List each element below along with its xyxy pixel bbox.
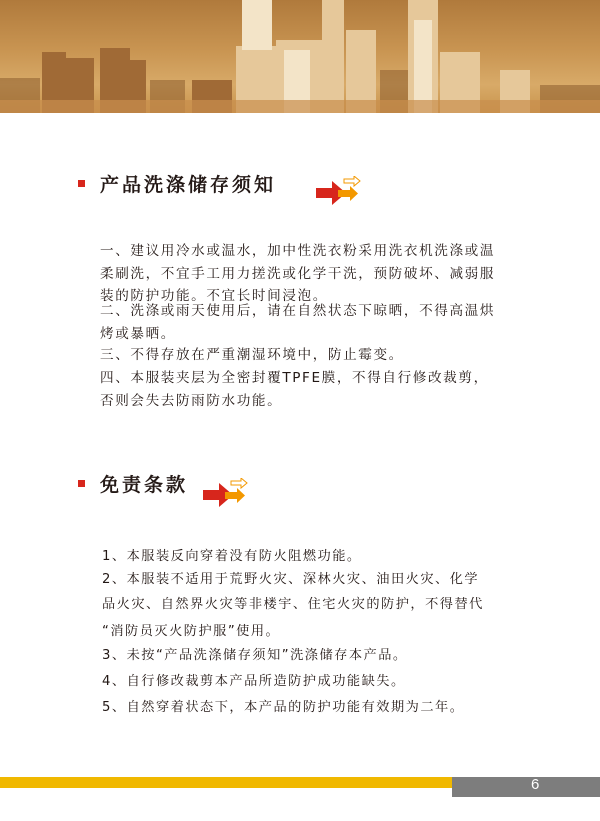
instruction-paragraph: 三、不得存放在严重潮湿环境中，防止霉变。: [100, 347, 404, 363]
section-heading: [78, 470, 188, 497]
footer-accent-bar: [0, 777, 452, 788]
city-skyline-banner: [0, 0, 600, 113]
square-bullet-icon: [78, 180, 85, 187]
instruction-paragraph: 二、洗涤或雨天使用后，请在自然状态下晾晒，不得高温烘烤或暴晒。: [100, 303, 496, 342]
city-skyline-image: [0, 0, 600, 113]
disclaimer-line: 3、未按“产品洗涤储存须知”洗涤储存本产品。: [102, 648, 408, 663]
disclaimer-line: “消防员灭火防护服”使用。: [102, 624, 281, 639]
disclaimer-line: 1、本服装反向穿着没有防火阻燃功能。: [102, 549, 362, 564]
disclaimer-line: 品火灾、自然界火灾等非楼宇、住宅火灾的防护，不得替代: [102, 597, 484, 612]
page-number: 6: [531, 776, 540, 793]
section-heading: [78, 170, 276, 197]
footer-page-tab: [452, 777, 600, 797]
disclaimer-line: 5、自然穿着状态下，本产品的防护功能有效期为二年。: [102, 700, 465, 715]
disclaimer-line: 4、自行修改裁剪本产品所造防护成功能缺失。: [102, 674, 406, 689]
disclaimer-line: 2、本服装不适用于荒野火灾、深林火灾、油田火灾、化学: [102, 572, 480, 587]
double-arrow-icon: [203, 478, 249, 512]
instruction-paragraph: 四、本服装夹层为全密封覆TPFE膜，不得自行修改裁剪，否则会失去防雨防水功能。: [100, 370, 489, 409]
instruction-paragraph: 一、建议用冷水或温水，加中性洗衣粉采用洗衣机洗涤或温柔刷洗，不宜手工用力搓洗或化学干洗，预防破坏、减弱服装的防护功能。不宜长时间浸泡。: [100, 243, 496, 304]
double-arrow-icon: [316, 176, 362, 210]
section-title: 免责条款: [100, 474, 189, 496]
section-title: 产品洗涤储存须知: [100, 174, 277, 196]
square-bullet-icon: [78, 480, 85, 487]
